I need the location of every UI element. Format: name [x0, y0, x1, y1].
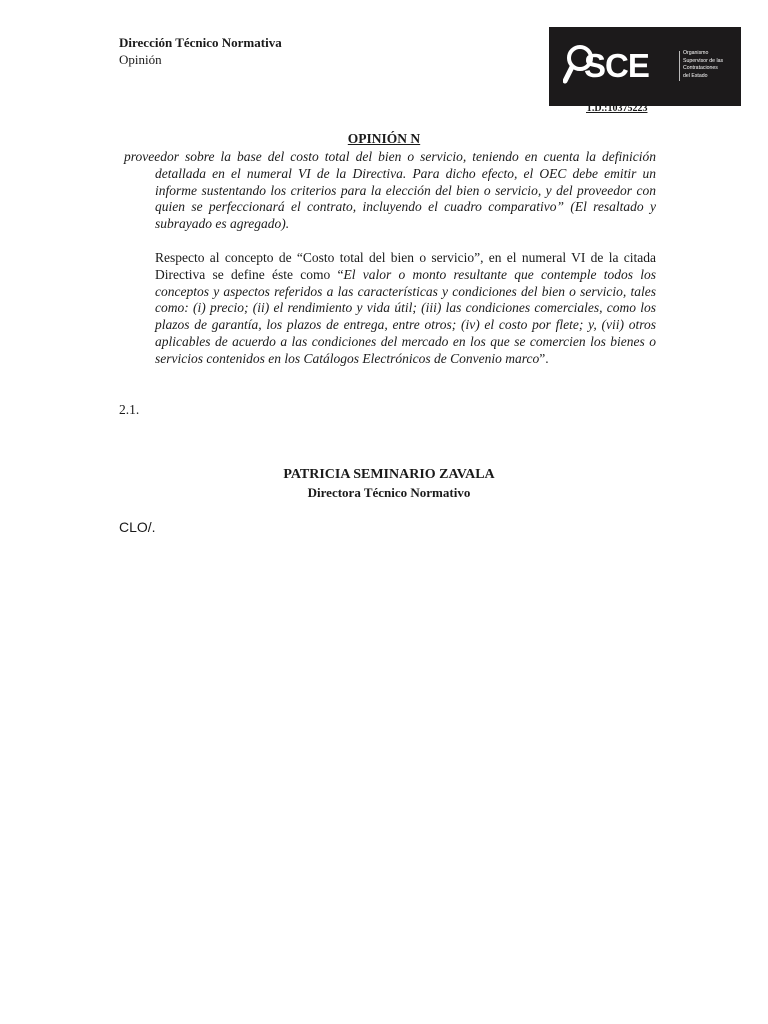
logo-wordmark: SCE: [584, 47, 649, 84]
opinion-title: OPINIÓN N: [347, 131, 421, 146]
osce-logo: [549, 27, 741, 106]
logo-org-line: Contrataciones: [683, 65, 718, 72]
document-header: [119, 34, 282, 68]
paragraph-definition: [155, 250, 656, 368]
signatory-title: Directora Técnico Normativo: [307, 485, 471, 500]
td-number: T.D.:10375223: [586, 103, 648, 114]
logo-org-text: [683, 50, 739, 80]
department-name: Dirección Técnico Normativa: [119, 35, 282, 50]
section-number: 2.1.: [119, 402, 140, 417]
logo-org-line: Supervisor de las: [683, 57, 724, 64]
paragraph-tail: ”.: [539, 350, 549, 366]
author-initials: CLO/.: [119, 519, 156, 535]
document-type: Opinión: [119, 52, 162, 67]
logo-divider: [679, 51, 680, 81]
logo-org-line: del Estado: [683, 72, 708, 79]
signatory-name: PATRICIA SEMINARIO ZAVALA: [283, 467, 495, 482]
paragraph-quote: proveedor sobre la base del costo total del bien o servicio, teniendo en cuenta la definición detallada en el numeral VI de la Directiva. Para dicho efecto, el OEC debe emitir un informe sustentando los criterios para la elección del bien o servicio, y del proveedor con quien se perfeccionará el contrato, incluyendo el cuadro comparativo” (El resaltado y subrayado es agregado).: [124, 149, 656, 232]
paragraph-quoted-definition: El valor o monto resultante que contemple todos los conceptos y aspectos referidos a las características y condiciones del bien o servicio, tales como: (i) precio; (ii) el rendimiento y vida útil; (iii) las condiciones comerciales, como los plazos de garantía, los plazos de entrega, entre otros; (iv) el costo por flete; y, (vii) otros aplicables de acuerdo a las condiciones del mercado en los que se comercien los bienes o servicios contenidos en los Catálogos Electrónicos de Convenio marco: [155, 266, 656, 366]
paragraph-lead: Respecto al concepto de “Costo total del bien o servicio”, en el numeral VI de la citada Directiva se define éste como “: [155, 250, 656, 282]
logo-org-line: Organismo: [683, 50, 709, 56]
